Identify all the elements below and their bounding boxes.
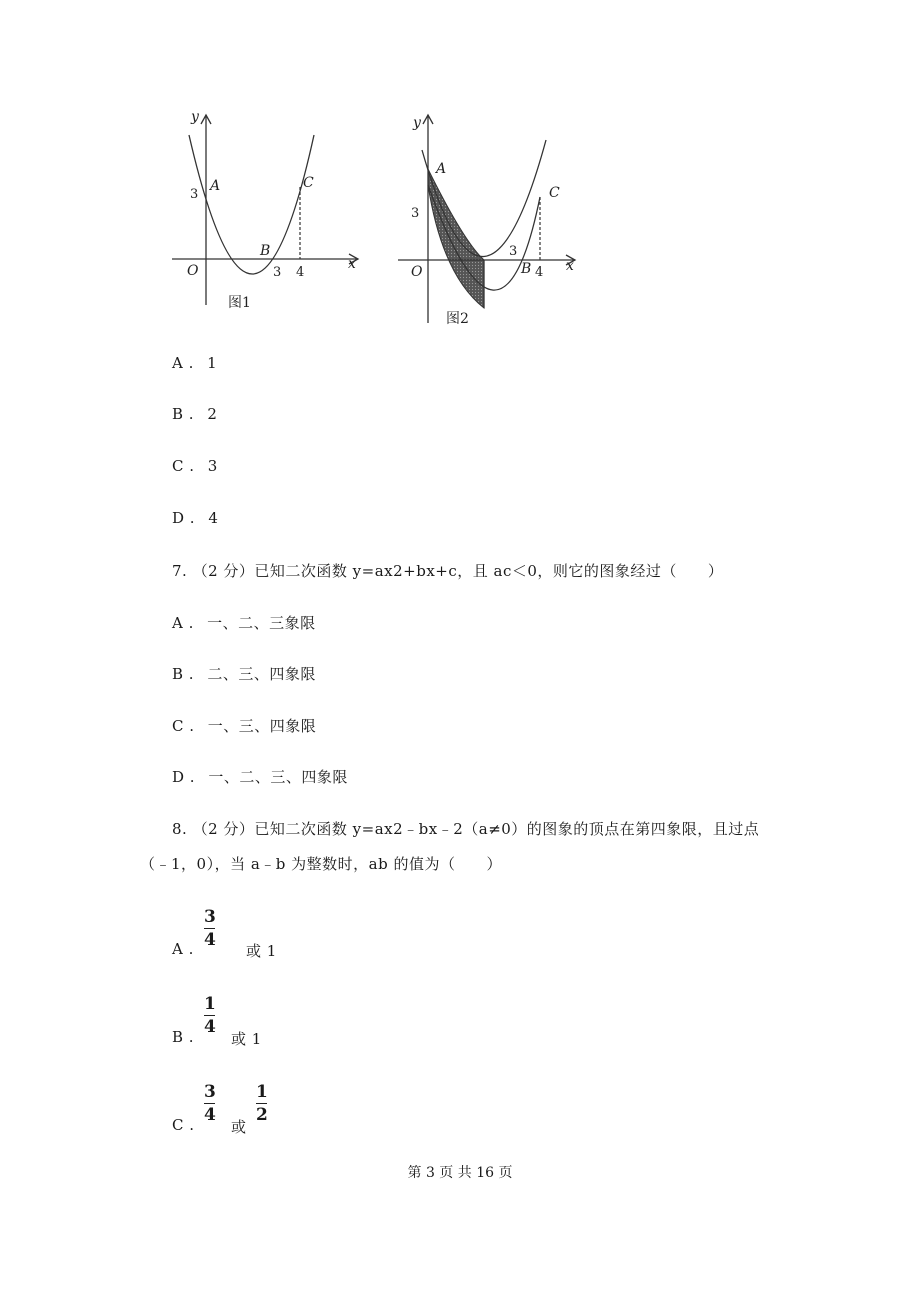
option-letter: A .: [172, 614, 194, 632]
tick-x-3: 3: [509, 244, 518, 259]
fraction-bar: [256, 1103, 267, 1104]
option-letter: C .: [172, 457, 195, 475]
page-footer: 第 3 页 共 16 页: [407, 1165, 513, 1181]
q6-option-b: [172, 405, 217, 423]
q6-option-d: [172, 509, 218, 527]
shaded-region: [428, 169, 484, 308]
q8-option-a-fraction: [204, 908, 216, 949]
q8-stem-line-2: （﹣1，0），当 a﹣b 为整数时，ab 的值为（ ）: [140, 855, 502, 873]
denominator: 4: [204, 1017, 216, 1037]
q7-option-c: [172, 715, 316, 736]
q7-stem: 7. （2 分）已知二次函数 y=ax2+bx+c，且 ac＜0，则它的图象经过（ ）: [172, 562, 724, 580]
q8-option-c-fraction-2: [256, 1083, 268, 1124]
q8-option-c-letter: C .: [172, 1116, 195, 1134]
q7-option-d: [172, 766, 348, 787]
fraction-bar: [204, 928, 215, 929]
option-text: 一、二、三象限: [207, 614, 316, 632]
point-b-label: B: [260, 243, 271, 259]
numerator: 3: [204, 1082, 216, 1102]
denominator: 2: [256, 1105, 268, 1125]
q8-option-b-tail: 或 1: [231, 1030, 262, 1048]
x-axis-label: x: [566, 258, 574, 274]
q6-option-c: [172, 457, 218, 475]
q6-option-a: [172, 354, 217, 372]
option-letter: B .: [172, 405, 195, 423]
y-axis-label: y: [191, 109, 199, 125]
fraction-bar: [204, 1015, 215, 1016]
numerator: 1: [204, 994, 216, 1014]
option-text: 1: [207, 354, 218, 372]
option-text: 二、三、四象限: [207, 665, 316, 683]
q8-option-a-letter: A .: [172, 940, 194, 958]
numerator: 3: [204, 907, 216, 927]
q8-option-c-or: 或: [231, 1118, 247, 1136]
figure-1-caption: 图1: [228, 295, 251, 311]
tick-x-4: 4: [296, 265, 305, 280]
q8-stem-line-1: 8. （2 分）已知二次函数 y=ax2﹣bx﹣2（a≠0）的图象的顶点在第四象限，且过点: [172, 820, 760, 838]
fraction-bar: [204, 1103, 215, 1104]
denominator: 4: [204, 1105, 216, 1125]
parabola-curve: [189, 135, 314, 274]
option-text: 一、二、三、四象限: [208, 768, 348, 786]
numerator: 1: [256, 1082, 268, 1102]
option-letter: D .: [172, 509, 196, 527]
x-axis-label: x: [348, 256, 356, 272]
tick-y-3: 3: [411, 206, 420, 221]
point-a-label: A: [210, 178, 221, 194]
q7-option-a: [172, 612, 316, 633]
option-letter: C .: [172, 717, 195, 735]
option-text: 3: [207, 457, 218, 475]
figure-1: [160, 105, 370, 320]
origin-label: O: [411, 264, 423, 280]
q8-option-c-fraction-1: [204, 1083, 216, 1124]
tick-x-4: 4: [535, 265, 544, 280]
figure-2: [390, 105, 590, 330]
option-text: 一、三、四象限: [207, 717, 317, 735]
point-a-label: A: [436, 161, 447, 177]
tick-y-3: 3: [190, 187, 199, 202]
option-letter: B .: [172, 665, 195, 683]
q8-option-a-tail: 或 1: [246, 942, 277, 960]
y-axis-label: y: [413, 115, 421, 131]
tick-x-3: 3: [273, 265, 282, 280]
point-c-label: C: [549, 185, 560, 201]
origin-label: O: [187, 263, 199, 279]
option-letter: A .: [172, 354, 194, 372]
option-text: 4: [208, 509, 219, 527]
point-b-label: B: [521, 261, 532, 277]
q8-option-b-fraction: [204, 995, 216, 1036]
option-letter: D .: [172, 768, 196, 786]
figure-2-caption: 图2: [446, 311, 469, 327]
q7-option-b: [172, 663, 316, 684]
q8-option-b-letter: B .: [172, 1028, 195, 1046]
option-text: 2: [207, 405, 218, 423]
point-c-label: C: [303, 175, 314, 191]
denominator: 4: [204, 930, 216, 950]
